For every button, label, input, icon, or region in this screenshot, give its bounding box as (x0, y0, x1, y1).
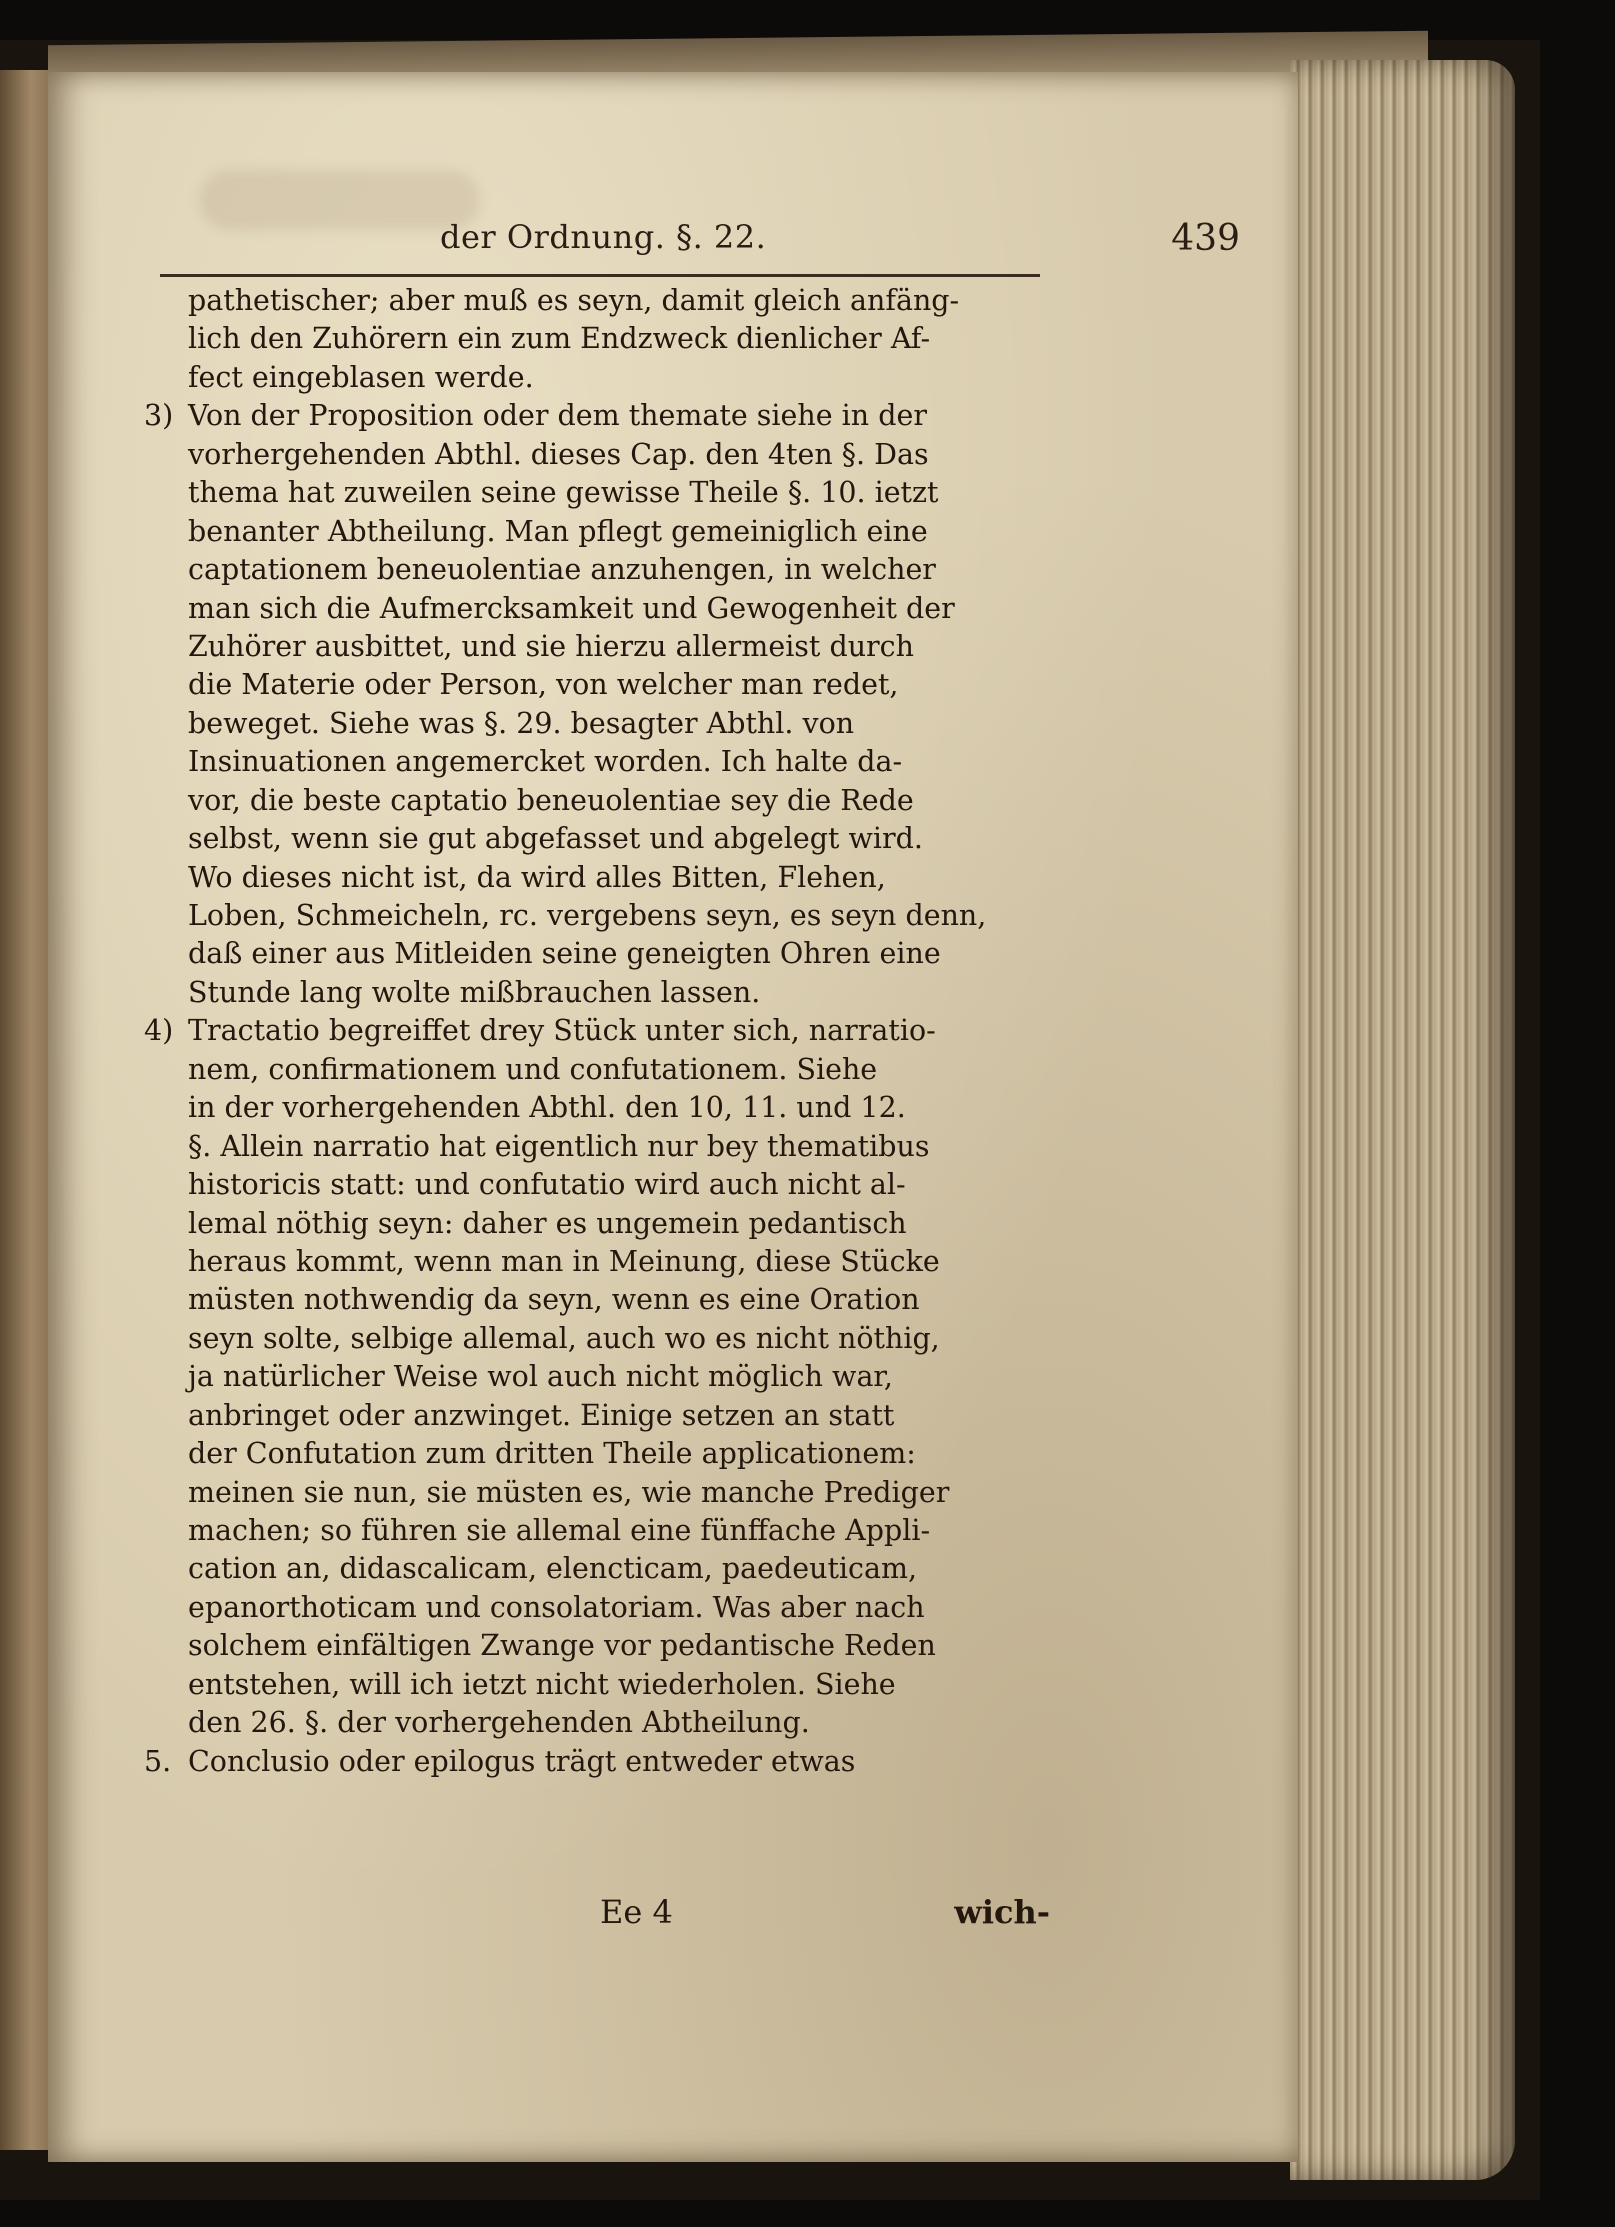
text-line (150, 436, 1050, 474)
text-line (150, 1704, 1050, 1742)
line-text: beweget. Siehe was §. 29. besagter Abthl. von (188, 706, 855, 740)
line-text: historicis statt: und confutatio wird auch nicht al- (188, 1168, 906, 1202)
text-line (144, 397, 1050, 435)
line-text: pathetischer; aber muß es seyn, damit gleich anfäng- (188, 284, 960, 317)
text-line (150, 1128, 1050, 1166)
text-line (150, 1243, 1050, 1281)
text-line (150, 1512, 1050, 1550)
line-text: vorhergehenden Abthl. dieses Cap. den 4ten §. Das (188, 437, 929, 471)
line-text: meinen sie nun, sie müsten es, wie manche Prediger (188, 1475, 950, 1509)
text-line (150, 474, 1050, 512)
text-line (150, 1627, 1050, 1665)
text-line (150, 1435, 1050, 1473)
text-line (144, 1743, 1050, 1781)
line-text: benanter Abtheilung. Man pflegt gemeiniglich eine (188, 514, 928, 548)
text-line (150, 1666, 1050, 1704)
text-line (150, 1166, 1050, 1204)
line-text: der Confutation zum dritten Theile applicationem: (188, 1437, 916, 1471)
text-line (150, 359, 1050, 397)
text-line (150, 590, 1050, 628)
text-line (150, 743, 1050, 781)
line-text: Conclusio oder epilogus trägt entweder etwas (188, 1744, 856, 1778)
text-line (150, 513, 1050, 551)
catchword: wich- (954, 1893, 1050, 1931)
item-number: 5. (144, 1744, 172, 1778)
text-line (150, 897, 1050, 935)
line-text: Von der Proposition oder dem themate siehe in der (188, 399, 927, 433)
line-text: Stunde lang wolte mißbrauchen lassen. (188, 975, 761, 1009)
text-line (150, 859, 1050, 897)
item-number: 4) (144, 1014, 174, 1048)
line-text: seyn solte, selbige allemal, auch wo es nicht nöthig, (188, 1321, 940, 1355)
text-line (150, 820, 1050, 858)
text-line (150, 1205, 1050, 1243)
text-line (150, 705, 1050, 743)
line-text: müsten nothwendig da seyn, wenn es eine Oration (188, 1283, 920, 1317)
text-line (150, 1281, 1050, 1319)
line-text: ja natürlicher Weise wol auch nicht möglich war, (188, 1360, 893, 1394)
text-line (150, 1051, 1050, 1089)
line-text: Tractatio begreiffet drey Stück unter sich, narratio- (188, 1014, 936, 1048)
line-text: epanorthoticam und consolatoriam. Was aber nach (188, 1590, 925, 1624)
text-line (150, 1089, 1050, 1127)
line-text: Loben, Schmeicheln, rc. vergebens seyn, es seyn denn, (188, 899, 987, 932)
text-line (150, 935, 1050, 973)
line-text: nem, confirmationem und confutationem. Siehe (188, 1052, 878, 1086)
text-line (150, 1358, 1050, 1396)
text-line (150, 782, 1050, 820)
line-text: Wo dieses nicht ist, da wird alles Bitten, Flehen, (188, 860, 886, 894)
line-text: §. Allein narratio hat eigentlich nur bey thematibus (188, 1129, 930, 1163)
line-text: den 26. §. der vorhergehenden Abtheilung. (188, 1706, 810, 1740)
text-line (150, 1550, 1050, 1588)
text-line (150, 666, 1050, 704)
line-text: Zuhörer ausbittet, und sie hierzu allermeist durch (188, 629, 914, 663)
text-line (150, 628, 1050, 666)
item-number: 3) (144, 399, 174, 433)
text-line (150, 282, 1050, 320)
page-number: 439 (1171, 218, 1240, 259)
page-fore-edge (1290, 60, 1515, 2180)
line-text: cation an, didascalicam, elencticam, paedeuticam, (188, 1552, 918, 1586)
text-line (150, 1474, 1050, 1512)
left-page-edge (0, 70, 52, 2150)
line-text: daß einer aus Mitleiden seine geneigten Ohren eine (188, 937, 941, 971)
text-line (150, 1320, 1050, 1358)
line-text: in der vorhergehenden Abthl. den 10, 11. und 12. (188, 1091, 906, 1125)
running-head: der Ordnung. §. 22. (440, 218, 767, 256)
text-line (144, 1012, 1050, 1050)
line-text: thema hat zuweilen seine gewisse Theile §. 10. ietzt (188, 476, 939, 510)
line-text: heraus kommt, wenn man in Meinung, diese Stücke (188, 1244, 940, 1278)
line-text: solchem einfältigen Zwange vor pedantische Reden (188, 1629, 936, 1663)
text-line (150, 1397, 1050, 1435)
line-text: entstehen, will ich ietzt nicht wiederholen. Siehe (188, 1667, 896, 1701)
text-line (150, 551, 1050, 589)
ink-bleed-smudge (200, 170, 480, 230)
line-text: captationem beneuolentiae anzuhengen, in welcher (188, 553, 936, 587)
line-text: machen; so führen sie allemal eine fünffache Appli- (188, 1514, 931, 1547)
line-text: anbringet oder anzwinget. Einige setzen an statt (188, 1398, 895, 1432)
line-text: die Materie oder Person, von welcher man redet, (188, 668, 899, 702)
line-text: Insinuationen angemercket worden. Ich halte da- (188, 745, 903, 779)
line-text: lemal nöthig seyn: daher es ungemein pedantisch (188, 1206, 907, 1240)
body-text (144, 282, 1050, 1781)
line-text: vor, die beste captatio beneuolentiae sey die Rede (188, 783, 914, 817)
signature-mark: Ee 4 (600, 1893, 673, 1931)
text-line (150, 320, 1050, 358)
line-text: selbst, wenn sie gut abgefasset und abgelegt wird. (188, 822, 923, 856)
line-text: lich den Zuhörern ein zum Endzweck dienlicher Af- (188, 322, 931, 356)
line-text: man sich die Aufmercksamkeit und Gewogenheit der (188, 591, 955, 625)
text-line (150, 1589, 1050, 1627)
line-text: fect eingeblasen werde. (188, 360, 534, 394)
page-footer (150, 1893, 1050, 1937)
header-rule (160, 274, 1040, 277)
text-line (150, 974, 1050, 1012)
page-header (440, 218, 1240, 268)
